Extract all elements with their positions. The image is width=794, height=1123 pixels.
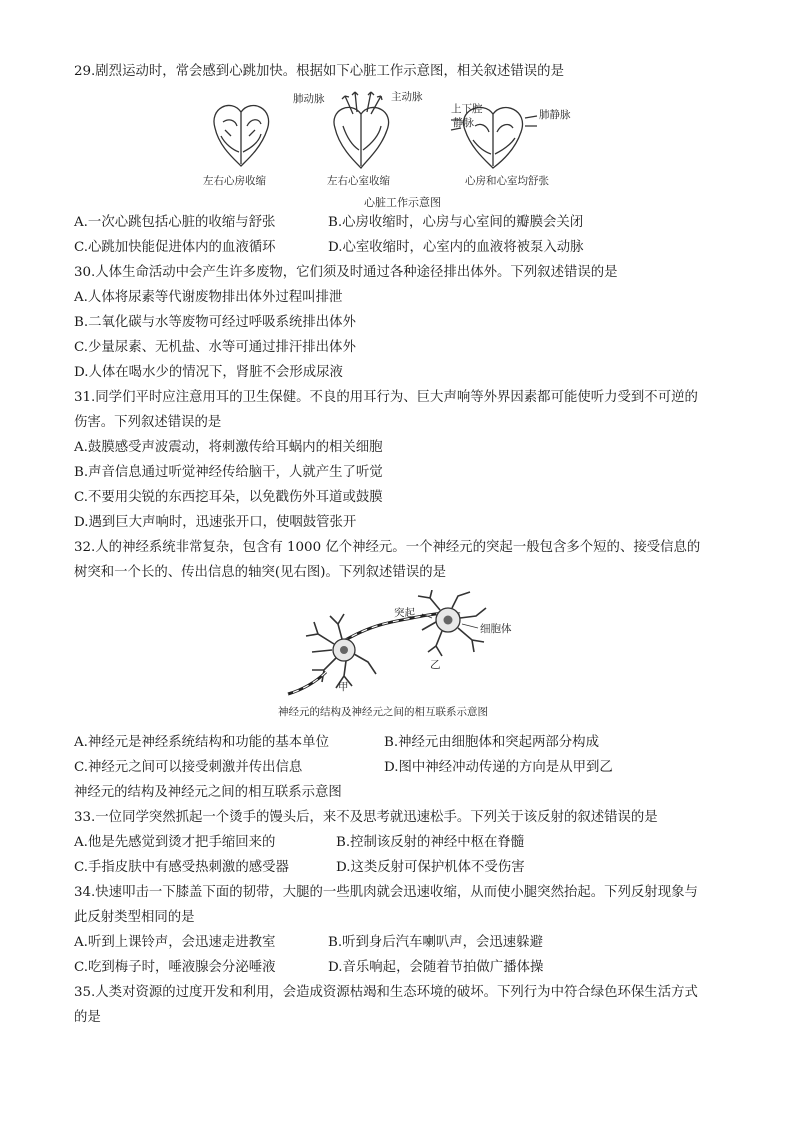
q32-stem-line1: 32.人的神经系统非常复杂，包含有 1000 亿个神经元。一个神经元的突起一般包含多个短的、接受信息的 bbox=[74, 540, 701, 555]
q30-stem: 30.人体生命活动中会产生许多废物，它们须及时通过各种途径排出体外。下列叙述错误的是 bbox=[74, 265, 618, 280]
q33-option-d[interactable]: D.这类反射可保护机体不受伤害 bbox=[336, 860, 525, 875]
q32-option-c[interactable]: C.神经元之间可以接受刺激并传出信息 bbox=[74, 760, 303, 775]
neuron-figure-title: 神经元的结构及神经元之间的相互联系示意图 bbox=[278, 706, 488, 718]
q34-stem-line1: 34.快速叩击一下膝盖下面的韧带，大腿的一些肌肉就会迅速收缩，从而使小腿突然抬起。下列反射现象与 bbox=[74, 885, 698, 900]
label-cell-body: 细胞体 bbox=[480, 623, 512, 635]
q33-option-b[interactable]: B.控制该反射的神经中枢在脊髓 bbox=[336, 835, 525, 850]
q30-option-b[interactable]: B.二氧化碳与水等废物可经过呼吸系统排出体外 bbox=[74, 315, 356, 330]
q34-option-b[interactable]: B.听到身后汽车喇叭声，会迅速躲避 bbox=[328, 935, 543, 950]
label-vena-cava-2: 静脉 bbox=[453, 117, 474, 129]
label-pulmonary-vein: 肺静脉 bbox=[539, 109, 571, 121]
q31-option-b[interactable]: B.声音信息通过听觉神经传给脑干，人就产生了听觉 bbox=[74, 465, 383, 480]
caption-ventricles: 左右心室收缩 bbox=[327, 175, 390, 187]
q34-option-c[interactable]: C.吃到梅子时，唾液腺会分泌唾液 bbox=[74, 960, 276, 975]
q35-stem-line2: 的是 bbox=[74, 1010, 101, 1025]
label-pulmonary-artery: 肺动脉 bbox=[293, 93, 325, 105]
caption-atria: 左右心房收缩 bbox=[203, 175, 266, 187]
heart-figure bbox=[195, 86, 595, 196]
q32-option-b[interactable]: B.神经元由细胞体和突起两部分构成 bbox=[384, 735, 599, 750]
q30-option-a[interactable]: A.人体将尿素等代谢废物排出体外过程叫排泄 bbox=[74, 290, 343, 305]
q31-option-a[interactable]: A.鼓膜感受声波震动，将刺激传给耳蜗内的相关细胞 bbox=[74, 440, 383, 455]
q30-option-d[interactable]: D.人体在喝水少的情况下，肾脏不会形成尿液 bbox=[74, 365, 343, 380]
label-aorta: 主动脉 bbox=[391, 91, 423, 103]
q34-stem-line2: 此反射类型相同的是 bbox=[74, 910, 195, 925]
heart-atria-contract bbox=[214, 105, 269, 166]
heart-ventricles-contract bbox=[334, 92, 389, 168]
q33-option-c[interactable]: C.手指皮肤中有感受热刺激的感受器 bbox=[74, 860, 289, 875]
neuron-yi bbox=[418, 590, 486, 656]
q33-option-a[interactable]: A.他是先感觉到烫才把手缩回来的 bbox=[74, 835, 276, 850]
caption-diastole: 心房和心室均舒张 bbox=[465, 175, 549, 187]
label-process: 突起 bbox=[394, 607, 415, 619]
q30-option-c[interactable]: C.少量尿素、无机盐、水等可通过排汗排出体外 bbox=[74, 340, 356, 355]
label-neuron-jia: 甲 bbox=[338, 681, 349, 693]
q29-stem: 29.剧烈运动时，常会感到心跳加快。根据如下心脏工作示意图，相关叙述错误的是 bbox=[74, 64, 564, 79]
q31-stem-line1: 31.同学们平时应注意用耳的卫生保健。不良的用耳行为、巨大声响等外界因素都可能使听力受到不可逆的 bbox=[74, 390, 698, 405]
q29-option-a[interactable]: A.一次心跳包括心脏的收缩与舒张 bbox=[74, 215, 276, 230]
q29-option-c[interactable]: C.心跳加快能促进体内的血液循环 bbox=[74, 240, 276, 255]
neuron-diagram-svg bbox=[282, 590, 532, 702]
q29-option-d[interactable]: D.心室收缩时，心室内的血液将被泵入动脉 bbox=[328, 240, 584, 255]
q32-option-d[interactable]: D.图中神经冲动传递的方向是从甲到乙 bbox=[384, 760, 613, 775]
q35-stem-line1: 35.人类对资源的过度开发和利用，会造成资源枯竭和生态环境的破坏。下列行为中符合绿色环保生活方式 bbox=[74, 985, 698, 1000]
q31-option-d[interactable]: D.遇到巨大声响时，迅速张开口，使咽鼓管张开 bbox=[74, 515, 357, 530]
q31-stem-line2: 伤害。下列叙述错误的是 bbox=[74, 415, 222, 430]
neuron-figure bbox=[282, 590, 532, 702]
q29-option-b[interactable]: B.心房收缩时，心房与心室间的瓣膜会关闭 bbox=[328, 215, 584, 230]
q32-option-a[interactable]: A.神经元是神经系统结构和功能的基本单位 bbox=[74, 735, 329, 750]
q33-stem: 33.一位同学突然抓起一个烫手的馒头后，来不及思考就迅速松手。下列关于该反射的叙述错误的是 bbox=[74, 810, 658, 825]
heart-diagram-svg bbox=[195, 86, 595, 196]
label-neuron-yi: 乙 bbox=[430, 659, 441, 671]
q32-extra-line: 神经元的结构及神经元之间的相互联系示意图 bbox=[74, 785, 342, 800]
q32-stem-line2: 树突和一个长的、传出信息的轴突(见右图)。下列叙述错误的是 bbox=[74, 565, 446, 580]
q34-option-d[interactable]: D.音乐响起，会随着节拍做广播体操 bbox=[328, 960, 544, 975]
neuron-jia bbox=[288, 614, 376, 694]
q34-option-a[interactable]: A.听到上课铃声，会迅速走进教室 bbox=[74, 935, 276, 950]
label-vena-cava-1: 上下腔 bbox=[451, 103, 483, 115]
heart-figure-title: 心脏工作示意图 bbox=[364, 196, 441, 209]
q31-option-c[interactable]: C.不要用尖锐的东西挖耳朵，以免戳伤外耳道或鼓膜 bbox=[74, 490, 383, 505]
